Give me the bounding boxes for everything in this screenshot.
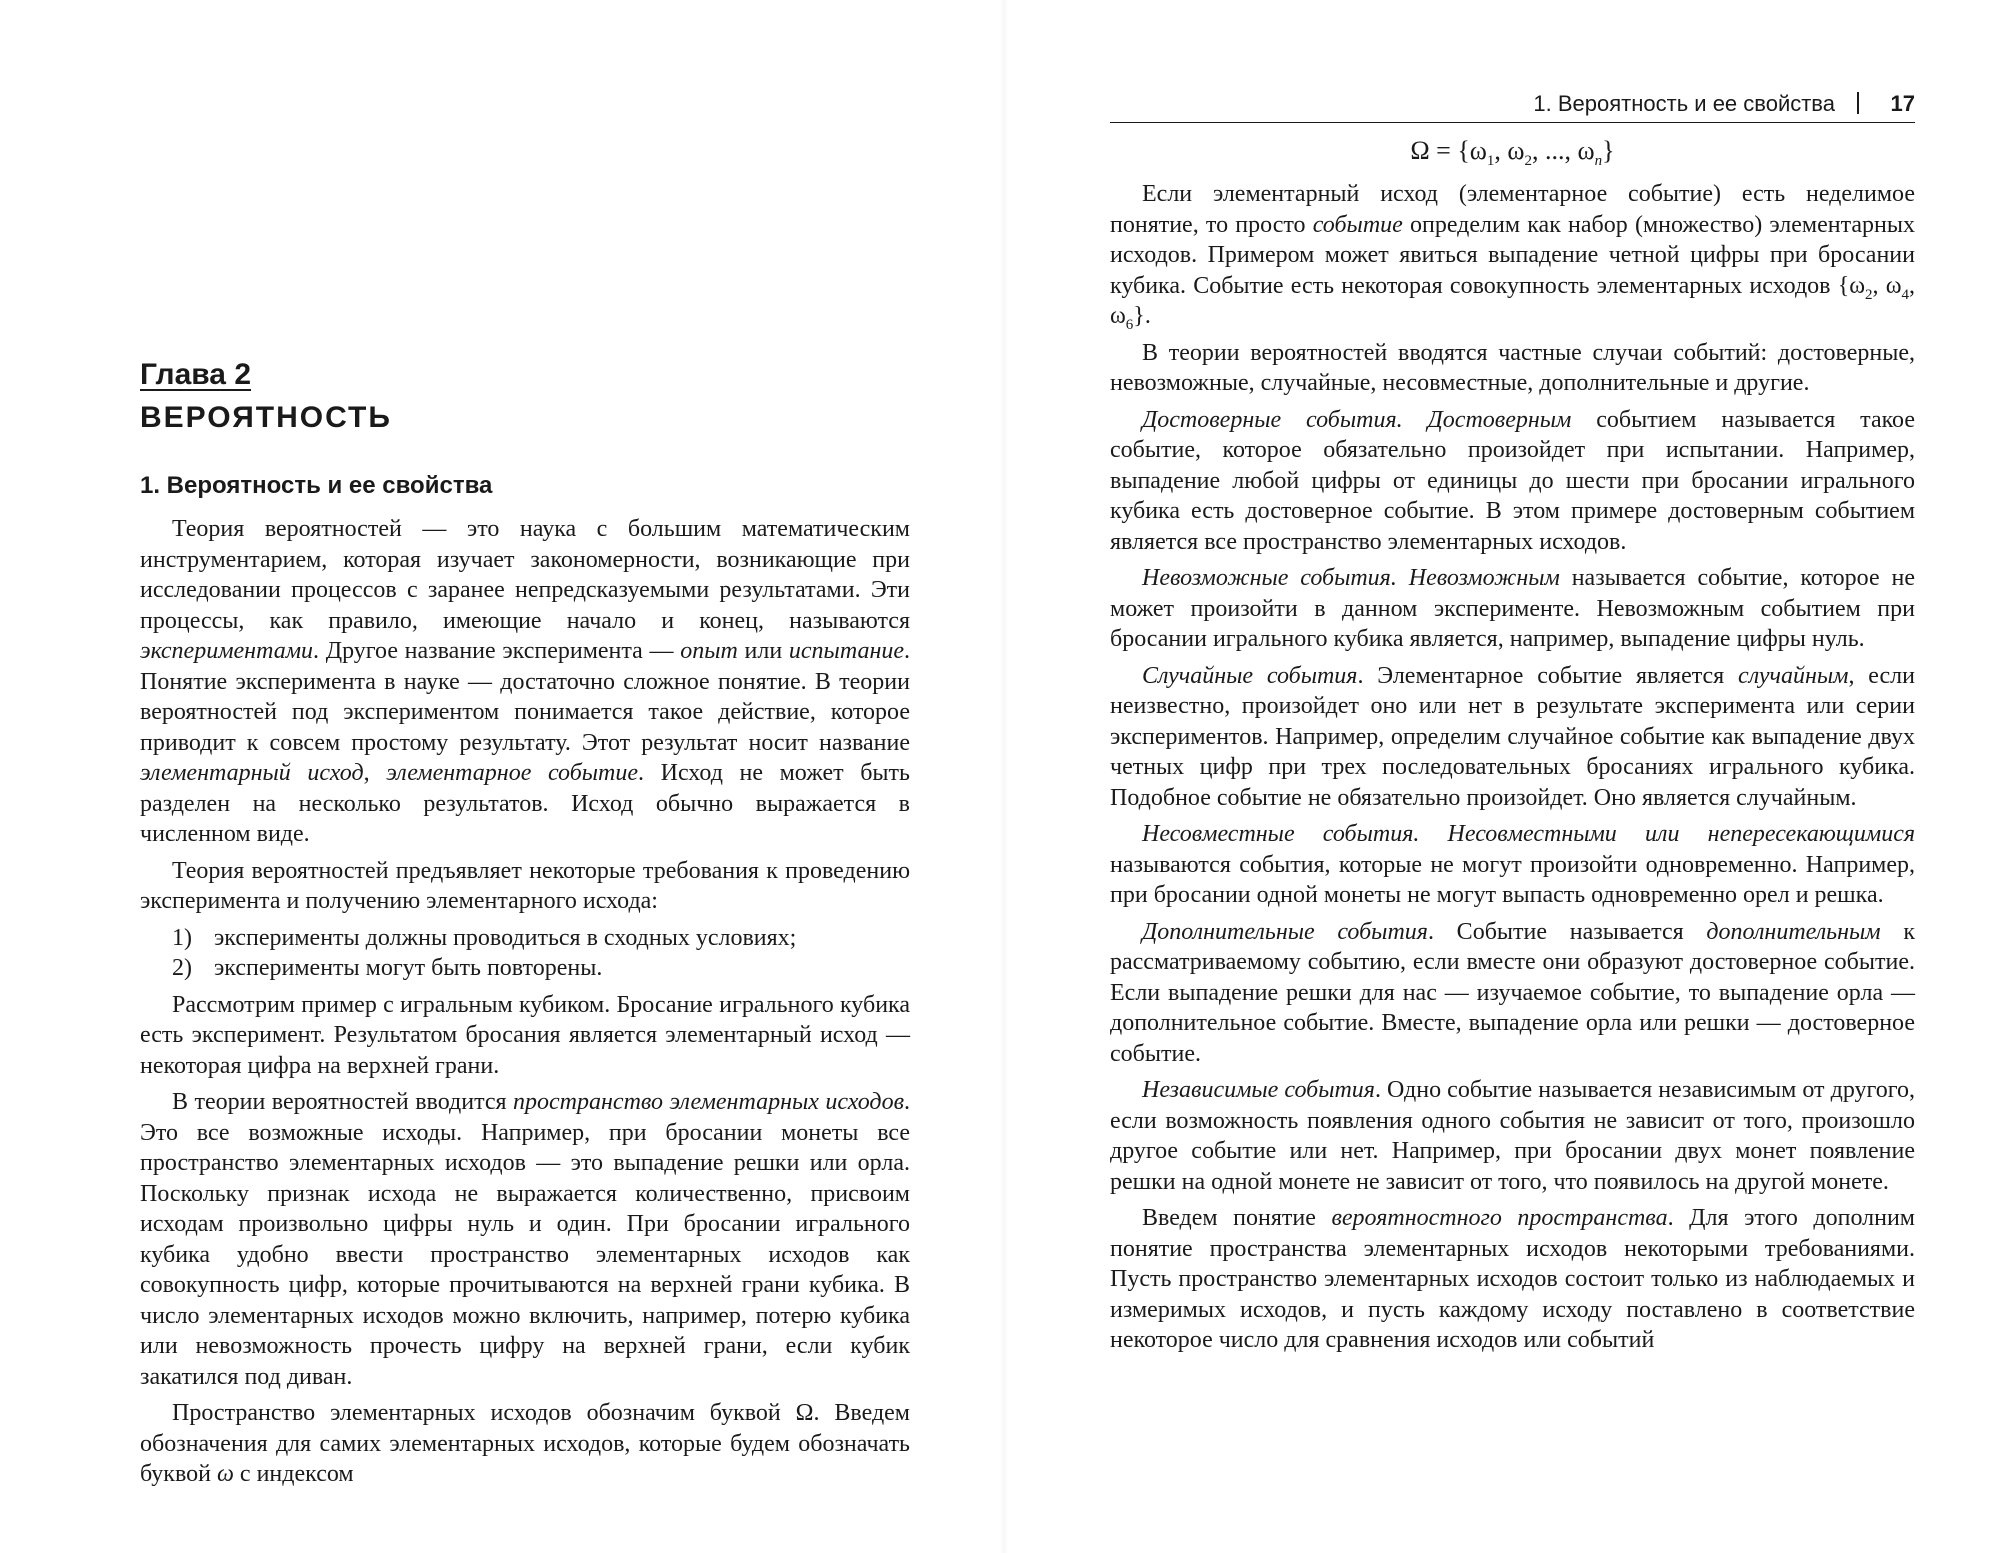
paragraph: Теория вероятностей предъявляет некоторые требования к проведению эксперимента и получению элементарного исхода: bbox=[140, 857, 910, 914]
running-header bbox=[1110, 86, 1915, 123]
book-gutter bbox=[1000, 0, 1008, 1553]
list-item: 1) эксперименты должны проводиться в сходных условиях; bbox=[172, 924, 797, 951]
paragraph: В теории вероятностей вводится пространство элементарных исходов. Это все возможные исходы. Например, при бросании монеты все пространство элементарных исходов — это выпадение решки или орла. Поскольку признак исхода не выражается количественно, присвоим исходам произвольно цифры нуль и один. При бросании игрального кубика удобно ввести пространство элементарных исходов как совокупность цифр, которые прочитываются на верхней грани кубика. В число элементарных исходов можно включить, например, потерю кубика или невозможность прочесть цифру на верхней грани, если кубик закатился под диван. bbox=[140, 1089, 910, 1390]
section-title: 1. Вероятность и ее свойства bbox=[140, 472, 493, 499]
chapter-title: ВЕРОЯТНОСТЬ bbox=[140, 401, 392, 434]
paragraph: Достоверные события. Достоверным событием называется такое событие, которое обязательно произойдет при испытании. Например, выпадение любой цифры от единицы до шести при бросании игрального кубика есть достоверное событие. В этом примере достоверным событием является все пространство элементарных исходов. bbox=[1110, 406, 1915, 555]
running-header-title: 1. Вероятность и ее свойства bbox=[1533, 91, 1835, 116]
paragraph: Невозможные события. Невозможным называется событие, которое не может произойти в данном эксперименте. Невозможным событием при бросании игрального кубика является, например, выпадение цифры нуль. bbox=[1110, 565, 1915, 652]
paragraph: Теория вероятностей — это наука с большим математическим инструментарием, которая изучает закономерности, возникающие при исследовании процессов с заранее непредсказуемыми результатами. Эти процессы, как правило, имеющие начало и конец, называются экспериментами. Другое название эксперимента — опыт или испытание. Понятие эксперимента в науке — достаточно сложное понятие. В теории вероятностей под экспериментом понимается такое действие, которое приводит к совсем простому результату. Этот результат носит название элементарный исход, элементарное событие. Исход не может быть разделен на несколько результатов. Исход обычно выражается в численном виде. bbox=[140, 516, 910, 847]
running-header-separator bbox=[1857, 92, 1859, 114]
sample-space-formula: $\Omega = \{\omega_1$, $\omega_2$, ..., $\omega_n$} bbox=[1410, 136, 1615, 170]
chapter-label: Глава 2 bbox=[140, 358, 252, 391]
paragraph: Случайные события. Элементарное событие является случайным, если неизвестно, произойдет оно или нет в результате эксперимента или серии экспериментов. Например, определим случайное событие как выпадение двух четных цифр при трех последовательных бросаниях игрального кубика. Подобное событие не обязательно произойдет. Оно является случайным. bbox=[1110, 662, 1915, 811]
right-body-text bbox=[1110, 179, 1915, 1362]
paragraph: Рассмотрим пример с игральным кубиком. Бросание игрального кубика есть эксперимент. Результатом бросания является элементарный исход — некоторая цифра на верхней грани. bbox=[140, 991, 910, 1079]
paragraph: Если элементарный исход (элементарное событие) есть неделимое понятие, то просто событие определим как набор (множество) элементарных исходов. Примером может явиться выпадение четной цифры при бросании кубика. Событие есть некоторая совокупность элементарных исходов {$\omega_2$, $\omega_4$, $\omega_6$}. bbox=[1110, 181, 1916, 333]
paragraph: В теории вероятностей вводятся частные случаи событий: достоверные, невозможные, случайные, несовместные, дополнительные и другие. bbox=[1110, 339, 1915, 396]
list-item: 2) эксперименты могут быть повторены. bbox=[172, 955, 603, 981]
paragraph: Дополнительные события. Событие называется дополнительным к рассматриваемому событию, если вместе они образуют достоверное событие. Если выпадение решки для нас — изучаемое событие, то выпадение орла — дополнительное событие. Вместе, выпадение орла или решки — достоверное событие. bbox=[1110, 918, 1915, 1067]
left-body-text bbox=[140, 514, 910, 1496]
paragraph: Несовместные события. Несовместными или непересекающимися называются события, которые не могут произойти одновременно. Например, при бросании одной монеты не могут выпасть одновременно орел и решка. bbox=[1110, 821, 1915, 908]
page-number: 17 bbox=[1890, 91, 1915, 116]
paragraph: Независимые события. Одно событие называется независимым от другого, если возможность появления одного события не зависит от того, произошло другое событие или нет. Например, при бросании двух монет появление решки на одной монете не зависит от того, что появилось на другой монете. bbox=[1110, 1077, 1915, 1195]
paragraph: Введем понятие вероятностного пространства. Для этого дополним понятие пространства элементарных исходов некоторыми требованиями. Пусть пространство элементарных исходов состоит только из наблюдаемых и измеримых исходов, и пусть каждому исходу поставлено в соответствие некоторое число для сравнения исходов или событий bbox=[1110, 1205, 1915, 1353]
paragraph: Пространство элементарных исходов обозначим буквой Ω. Введем обозначения для самих элементарных исходов, которые будем обозначать буквой ω с индексом bbox=[140, 1400, 910, 1487]
